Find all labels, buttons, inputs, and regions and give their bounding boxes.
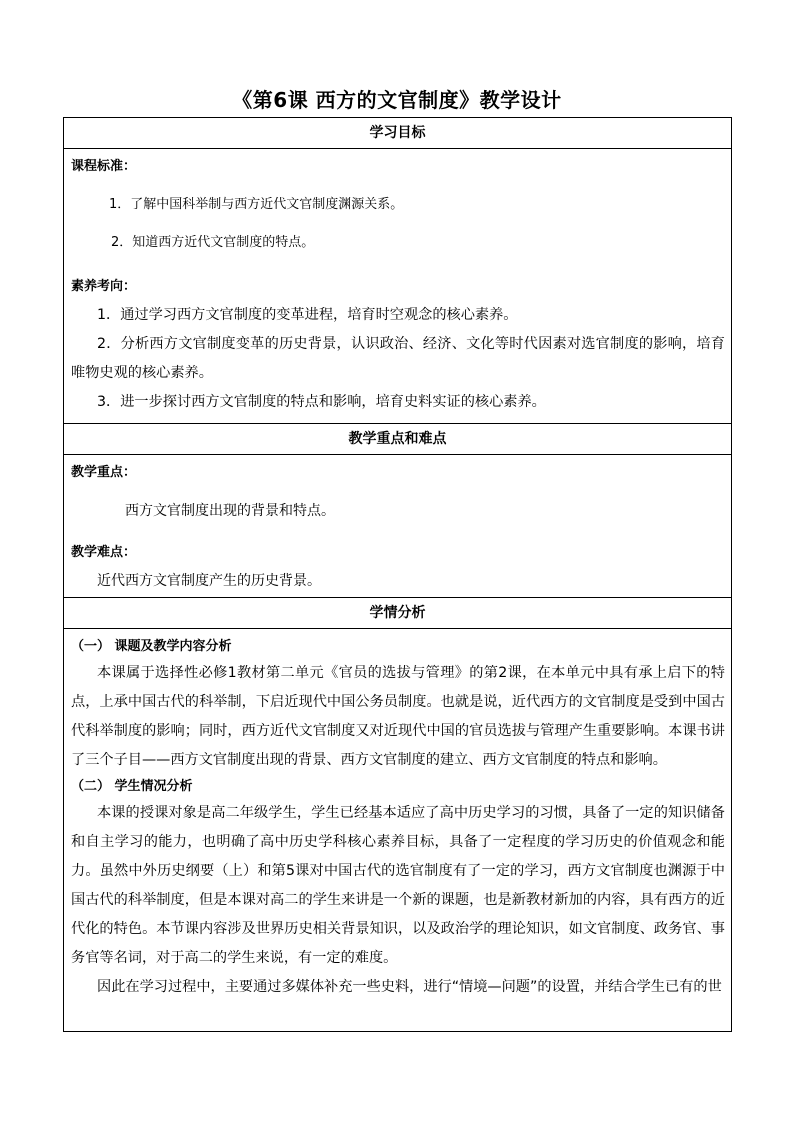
objectives-content [64,149,732,424]
curriculum-item: 1．了解中国科举制与西方近代文官制度渊源关系。 [109,197,404,212]
curriculum-item: 2．知道西方近代文官制度的特点。 [111,235,315,250]
difficulty-text: 近代西方文官制度产生的历史背景。 [97,573,321,589]
analysis-content [64,629,732,1032]
objectives-heading: 学习目标 [64,118,732,149]
focus-text: 西方文官制度出现的背景和特点。 [125,503,335,519]
key-points-heading: 教学重点和难点 [64,424,732,455]
student-analysis-label: （二） 学生情况分析 [71,779,193,794]
content-analysis-label: （一） 课题及教学内容分析 [71,639,232,654]
page-title: 《第6课 西方的文官制度》教学设计 [232,88,562,112]
analysis-heading: 学情分析 [64,598,732,629]
literacy-label: 素养考向： [71,279,137,294]
curriculum-label: 课程标准： [71,159,137,174]
key-points-content [64,455,732,598]
focus-label: 教学重点： [71,465,137,480]
student-analysis-text: 因此在学习过程中，主要通过多媒体补充一些史料，进行“情境—问题”的设置，并结合学生已有的世 [97,979,722,995]
content-analysis-text: 本课属于选择性必修1教材第二单元《官员的选拔与管理》的第2课，在本单元中具有承上启下的特点，上承中国古代的科举制，下启近现代中国公务员制度。也就是说，近代西方的文官制度是受到中国古代科举制度的影响；同时，西方近代文官制度又对近现代中国的官员选拔与管理产生重要影响。本课书讲了三个子目——西方文官制度出现的背景、西方文官制度的建立、西方文官制度的特点和影响。 [71,665,725,768]
difficulty-label: 教学难点： [71,545,137,560]
lesson-plan-table [63,117,732,1032]
literacy-item: 2．分析西方文官制度变革的历史背景，认识政治、经济、文化等时代因素对选官制度的影响，培育唯物史观的核心素养。 [71,336,725,381]
literacy-item: 1．通过学习西方文官制度的变革进程，培育时空观念的核心素养。 [97,307,518,323]
literacy-item: 3．进一步探讨西方文官制度的特点和影响，培育史料实证的核心素养。 [97,394,546,410]
student-analysis-text: 本课的授课对象是高二年级学生，学生已经基本适应了高中历史学习的习惯，具备了一定的知识储备和自主学习的能力，也明确了高中历史学科核心素养目标，具备了一定程度的学习历史的价值观念和能力。虽然中外历史纲要（上）和第5课对中国古代的选官制度有了一定的学习，西方文官制度也渊源于中国古代的科举制度，但是本课对高二的学生来讲是一个新的课题，也是新教材新加的内容，具有西方的近代化的特色。本节课内容涉及世界历史相关背景知识，以及政治学的理论知识，如文官制度、政务官、事务官等名词，对于高二的学生来说，有一定的难度。 [71,805,725,966]
